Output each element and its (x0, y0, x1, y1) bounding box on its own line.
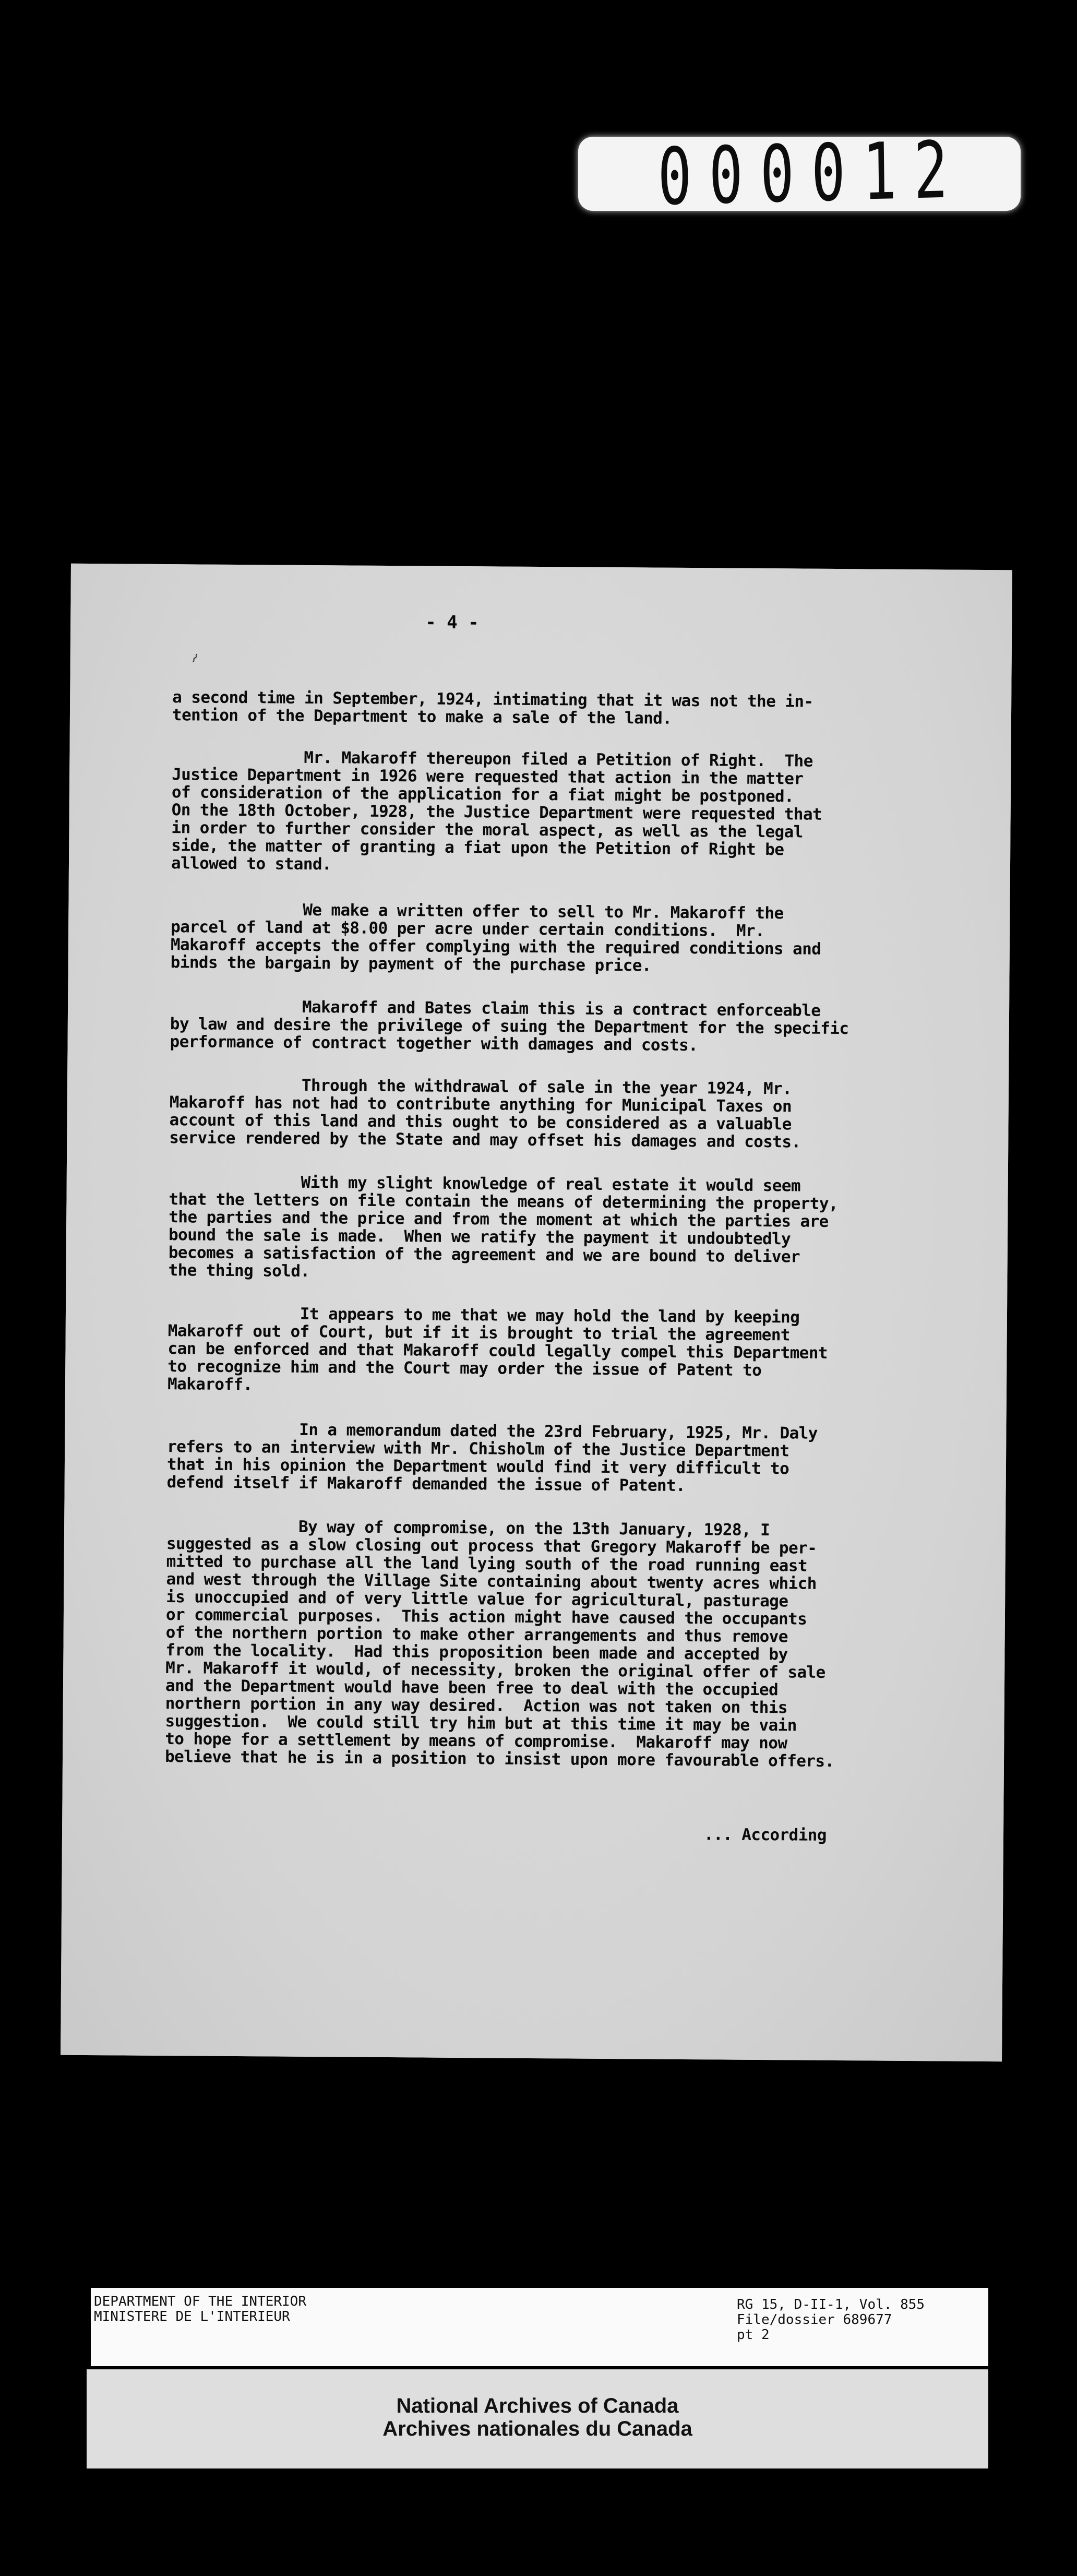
frame-number-text: 000012 (657, 124, 966, 223)
paragraph-9: By way of compromise, on the 13th January, 1928, I suggested as a slow closing out process that Gregory Makaroff be per- mitted to purchase all the land lying south of the road running east and west through the Village Site containing about twenty acres which is unoccupied and of very little value for agricultural, pasturage or commercial purposes. This action might have caused the occupants of the northern portion to make other arrangements and thus remove from the locality. Had this proposition been made and accepted by Mr. Makaroff it would, of necessity, broken the original offer of sale and the Department would have been free to deal with the occupied northern portion in any way desired. Action was not taken on this suggestion. We could still try him but at this time it may be vain to hope for a settlement by means of compromise. Makaroff may now believe that he is in a position to insist upon more favourable offers. (164, 1517, 834, 1771)
page-number: - 4 - (425, 612, 479, 634)
archives-name-english: National Archives of Canada (396, 2394, 679, 2417)
archive-reference-strip (91, 2288, 988, 2366)
document-page (61, 564, 1012, 2062)
archives-name-french: Archives nationales du Canada (382, 2417, 692, 2440)
paragraph-6: With my slight knowledge of real estate it would seem that the letters on file contain the means of determining the property, the parties and the price and from the moment at which the parties are bound the sale is made. When we ratify the payment it undoubtedly becomes a satisfaction of the agreement and we are bound to deliver the thing sold. (168, 1172, 839, 1281)
frame-number-label (578, 124, 1021, 223)
department-english: DEPARTMENT OF THE INTERIOR (94, 2294, 306, 2309)
record-group-reference: RG 15, D-II-1, Vol. 855 (737, 2297, 925, 2312)
continuation-word: ... According (703, 1825, 827, 1845)
paragraph-2: Mr. Makaroff thereupon filed a Petition of Right. The Justice Department in 1926 were requested that action in the matter of consideration of the application for a fiat might be postponed. On the 18th October, 1928, the Justice Department were requested that in order to further consider the moral aspect, as well as the legal side, the matter of granting a fiat upon the Petition of Right be allowed to stand. (171, 747, 822, 874)
part-reference: pt 2 (737, 2327, 770, 2343)
department-french: MINISTERE DE L'INTERIEUR (94, 2309, 290, 2324)
national-archives-strip (87, 2369, 988, 2468)
file-reference: File/dossier 689677 (737, 2312, 892, 2328)
paragraph-8: In a memorandum dated the 23rd February, 1925, Mr. Daly refers to an interview with Mr. Chisholm of the Justice Department that in his opinion the Department would find it very difficult to defend itself if Makaroff demanded the issue of Patent. (166, 1420, 818, 1495)
paragraph-1: a second time in September, 1924, intimating that it was not the in- tention of the Department to make a sale of the land. (172, 688, 813, 728)
paragraph-3: We make a written offer to sell to Mr. Makaroff the parcel of land at $8.00 per acre under certain conditions. Mr. Makaroff accepts the offer complying with the required conditions and binds the bargain by payment of the purchase price. (170, 900, 821, 975)
paragraph-7: It appears to me that we may hold the land by keeping Makaroff out of Court, but if it is brought to trial the agreement can be enforced and that Makaroff could legally compel this Department to recognize him and the Court may order the issue of Patent to Makaroff. (167, 1304, 828, 1394)
ink-mark: ⌇ (188, 651, 200, 666)
paragraph-4: Makaroff and Bates claim this is a contract enforceable by law and desire the privilege of suing the Department for the specific performance of contract together with damages and costs. (170, 997, 849, 1055)
paragraph-5: Through the withdrawal of sale in the year 1924, Mr. Makaroff has not had to contribute anything for Municipal Taxes on account of this land and this ought to be considered as a valuable service rendered by the State and may offset his damages and costs. (169, 1075, 801, 1152)
